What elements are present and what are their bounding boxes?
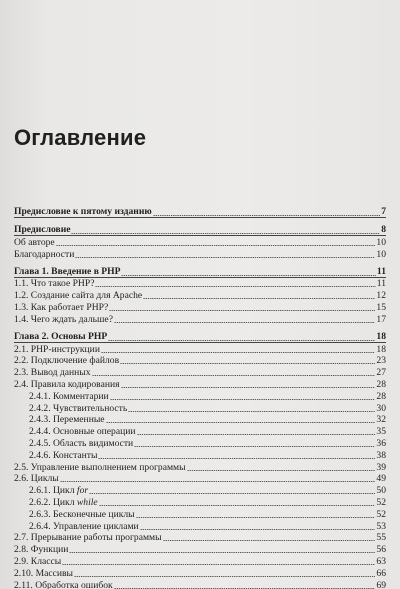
toc-entry <box>14 248 386 260</box>
dot-leader <box>128 411 375 412</box>
page-title: Оглавление <box>14 125 147 150</box>
toc-page-number: 17 <box>376 313 386 325</box>
toc-entry-label: 1.4. Чего ждать дальше? <box>14 313 113 325</box>
toc-entry <box>14 355 386 367</box>
toc-entry <box>14 449 386 461</box>
dot-leader <box>137 434 376 435</box>
toc-entry <box>14 236 386 248</box>
dot-leader <box>74 576 375 577</box>
toc-entry-label: 2.5. Управление выполнением программы <box>14 461 186 473</box>
toc-entry-label: 2.4.4. Основные операции <box>29 426 136 438</box>
toc-page-number: 35 <box>376 426 386 438</box>
toc-entry <box>14 473 386 485</box>
dot-leader <box>120 363 375 364</box>
toc-page-number: 56 <box>376 544 386 556</box>
toc-entry-label: 2.4. Правила кодирования <box>14 378 120 390</box>
toc-page-number: 30 <box>376 402 386 414</box>
toc-page-number: 15 <box>376 301 386 313</box>
toc-entry-label: Предисловие <box>14 224 71 235</box>
toc-entry <box>14 496 386 508</box>
toc-entry-label: 2.4.2. Чувствительность <box>29 402 128 414</box>
toc-entry <box>14 579 386 589</box>
dot-leader <box>114 588 376 589</box>
toc-entry-label: 2.1. PHP-инструкции <box>14 343 100 355</box>
dot-leader <box>121 387 376 388</box>
toc-page-number: 38 <box>376 449 386 461</box>
toc-entry <box>14 390 386 402</box>
toc-page-number: 18 <box>376 330 386 342</box>
toc-entry-label: 2.4.3. Переменные <box>29 414 105 426</box>
toc-page-number: 27 <box>376 367 386 379</box>
dot-leader <box>106 422 376 423</box>
toc-entry-label: 2.6.2. Цикл while <box>29 496 98 508</box>
dot-leader <box>110 399 376 400</box>
toc-page-number: 52 <box>376 508 386 520</box>
dot-leader <box>140 529 376 530</box>
toc-entry-label: 2.2. Подключение файлов <box>14 355 120 367</box>
toc-entry-label: 2.4.5. Область видимости <box>29 437 134 449</box>
toc-page-number: 39 <box>376 461 386 473</box>
dot-leader <box>153 215 381 216</box>
toc-page-number: 52 <box>376 496 386 508</box>
toc-entry-label: 1.2. Создание сайта для Apache <box>14 290 143 302</box>
toc-entry <box>14 301 386 313</box>
toc-entry-label: Благодарности <box>14 248 75 260</box>
dot-leader <box>163 540 376 541</box>
dot-leader <box>143 298 375 299</box>
toc-section <box>14 223 386 260</box>
toc-entry-label: 2.4.6. Константы <box>29 449 98 461</box>
toc-page-number: 23 <box>376 355 386 367</box>
toc-entry-label: 2.4.1. Комментарии <box>29 390 109 402</box>
dot-leader <box>187 470 376 471</box>
toc-entry-label: Предисловие к пятому изданию <box>14 206 152 217</box>
toc-entry-label: 2.9. Классы <box>14 555 62 567</box>
toc-entry <box>14 402 386 414</box>
toc-entry-label: Об авторе <box>14 236 55 248</box>
toc-entry <box>14 278 386 290</box>
toc-entry-label: 2.6.3. Бесконечные циклы <box>29 508 135 520</box>
toc-page-number: 10 <box>376 248 386 260</box>
toc-page-number: 69 <box>376 579 386 589</box>
toc-section <box>14 330 386 589</box>
dot-leader <box>60 481 376 482</box>
toc-entry-label: 2.6. Циклы <box>14 473 59 485</box>
toc-entry <box>14 425 386 437</box>
toc-entry <box>14 437 386 449</box>
toc-entry-label: 2.10. Массивы <box>14 567 74 579</box>
dot-leader <box>71 233 380 234</box>
toc-chapter-heading <box>14 205 386 218</box>
dot-leader <box>75 257 375 258</box>
dot-leader <box>89 493 375 494</box>
toc-entry-label: 1.1. Что такое PHP? <box>14 278 95 290</box>
toc-page-number: 11 <box>376 278 386 290</box>
toc-entry <box>14 567 386 579</box>
toc-page-number: 66 <box>376 567 386 579</box>
toc-section <box>14 265 386 325</box>
toc-entry-label: 2.3. Вывод данных <box>14 367 91 379</box>
toc-page-number: 32 <box>376 414 386 426</box>
toc-entry <box>14 532 386 544</box>
toc-entry <box>14 555 386 567</box>
toc-chapter-heading <box>14 330 386 343</box>
toc-page-number: 10 <box>376 236 386 248</box>
toc-entry-label: 2.6.4. Управление циклами <box>29 520 139 532</box>
toc-entry-label-italic: while <box>76 496 98 508</box>
dot-leader <box>109 310 375 311</box>
toc-page-number: 63 <box>376 555 386 567</box>
toc-page-number: 7 <box>381 206 386 217</box>
toc-chapter-heading <box>14 265 386 278</box>
dot-leader <box>92 375 376 376</box>
toc-entry <box>14 520 386 532</box>
dot-leader <box>101 352 375 353</box>
dot-leader <box>108 340 375 341</box>
dot-leader <box>99 505 376 506</box>
dot-leader <box>136 517 376 518</box>
toc-entry-label-italic: for <box>76 485 89 497</box>
toc-entry-label: 2.6.1. Цикл for <box>29 485 89 497</box>
toc-section <box>14 205 386 218</box>
dot-leader <box>98 458 375 459</box>
toc-entry <box>14 289 386 301</box>
toc-entry <box>14 366 386 378</box>
toc-entry-label: 2.8. Функции <box>14 544 69 556</box>
toc-page-number: 28 <box>376 378 386 390</box>
toc-entry-label: 2.7. Прерывание работы программы <box>14 532 162 544</box>
dot-leader <box>114 322 375 323</box>
toc-page-number: 11 <box>376 265 386 277</box>
toc-entry-label: Глава 1. Введение в PHP <box>14 265 121 277</box>
toc-entry-label: 2.11. Обработка ошибок <box>14 579 113 589</box>
toc-entry <box>14 461 386 473</box>
toc-chapter-heading <box>14 223 386 236</box>
table-of-contents <box>14 205 386 589</box>
toc-page-number: 55 <box>376 532 386 544</box>
dot-leader <box>121 275 375 276</box>
toc-page-number: 28 <box>376 390 386 402</box>
dot-leader <box>95 286 375 287</box>
dot-leader <box>62 564 375 565</box>
dot-leader <box>69 552 375 553</box>
toc-page-number: 8 <box>381 224 386 235</box>
toc-page-number: 53 <box>376 520 386 532</box>
toc-page-number: 49 <box>376 473 386 485</box>
toc-entry-label: 1.3. Как работает PHP? <box>14 301 109 313</box>
toc-entry <box>14 343 386 355</box>
toc-entry-label: Глава 2. Основы PHP <box>14 330 108 342</box>
dot-leader <box>56 245 376 246</box>
toc-entry <box>14 414 386 426</box>
toc-page-number: 12 <box>376 290 386 302</box>
toc-entry <box>14 484 386 496</box>
dot-leader <box>134 446 375 447</box>
toc-entry <box>14 378 386 390</box>
toc-entry <box>14 313 386 325</box>
toc-page-number: 36 <box>376 437 386 449</box>
toc-page-number: 18 <box>376 343 386 355</box>
toc-entry <box>14 508 386 520</box>
toc-entry <box>14 543 386 555</box>
toc-page-number: 50 <box>376 485 386 497</box>
